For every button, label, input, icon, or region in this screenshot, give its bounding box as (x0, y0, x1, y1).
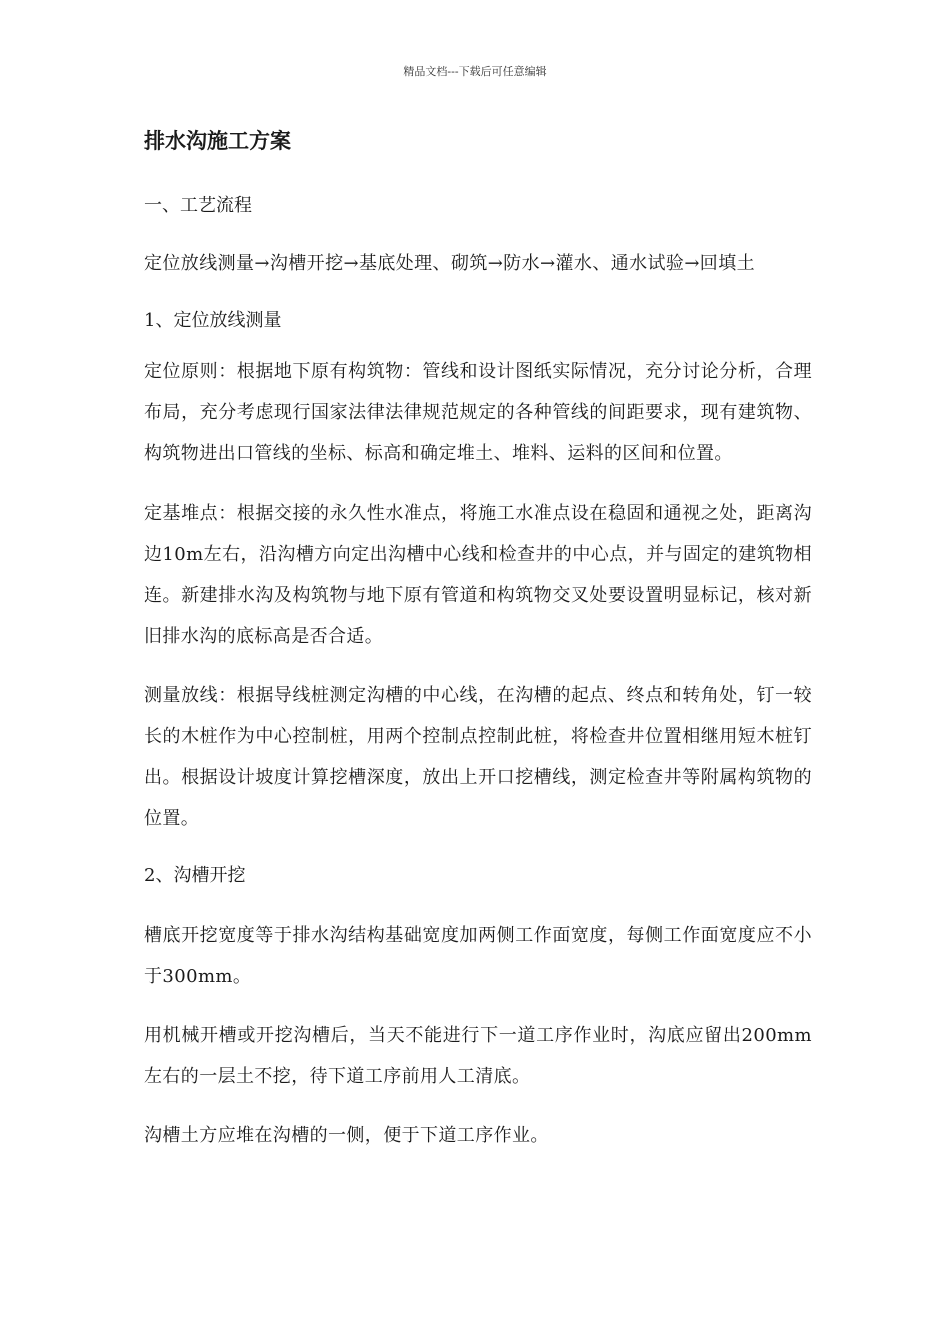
subsection-heading-trench: 2、沟槽开挖 (144, 865, 246, 886)
subsection-heading-positioning: 1、定位放线测量 (144, 310, 282, 331)
section-heading-process: 一、工艺流程 (144, 195, 252, 216)
document-title: 排水沟施工方案 (144, 128, 291, 153)
page-header: 精品文档---下载后可任意编辑 (403, 65, 547, 78)
paragraph-benchmark: 定基堆点：根据交接的永久性水准点，将施工水准点设在稳固和通视之处，距离沟边10m左右，沿沟槽方向定出沟槽中心线和检查井的中心点，并与固定的建筑物相连。新建排水沟及构筑物与地下原有管道和构筑物交叉处要设置明显标记，核对新旧排水沟的底标高是否合适。 (144, 503, 812, 647)
paragraph-machine-excavation: 用机械开槽或开挖沟槽后，当天不能进行下一道工序作业时，沟底应留出200mm左右的一层土不挖，待下道工序前用人工清底。 (144, 1025, 812, 1087)
process-flow-text: 定位放线测量→沟槽开挖→基底处理、砌筑→防水→灌水、通水试验→回填土 (144, 253, 756, 274)
paragraph-spoil-placement: 沟槽土方应堆在沟槽的一侧，便于下道工序作业。 (144, 1125, 549, 1146)
paragraph-survey-layout: 测量放线：根据导线桩测定沟槽的中心线，在沟槽的起点、终点和转角处，钉一较长的木桩作为中心控制桩，用两个控制点控制此桩，将检查井位置相继用短木桩钉出。根据设计坡度计算挖槽深度，放出上开口挖槽线，测定检查井等附属构筑物的位置。 (144, 685, 812, 829)
document-body (144, 120, 812, 1156)
paragraph-trench-width: 槽底开挖宽度等于排水沟结构基础宽度加两侧工作面宽度，每侧工作面宽度应不小于300mm。 (144, 925, 812, 987)
paragraph-positioning-principle: 定位原则：根据地下原有构筑物：管线和设计图纸实际情况，充分讨论分析，合理布局，充分考虑现行国家法律法律规范规定的各种管线的间距要求，现有建筑物、构筑物进出口管线的坐标、标高和确定堆土、堆料、运料的区间和位置。 (144, 361, 812, 464)
